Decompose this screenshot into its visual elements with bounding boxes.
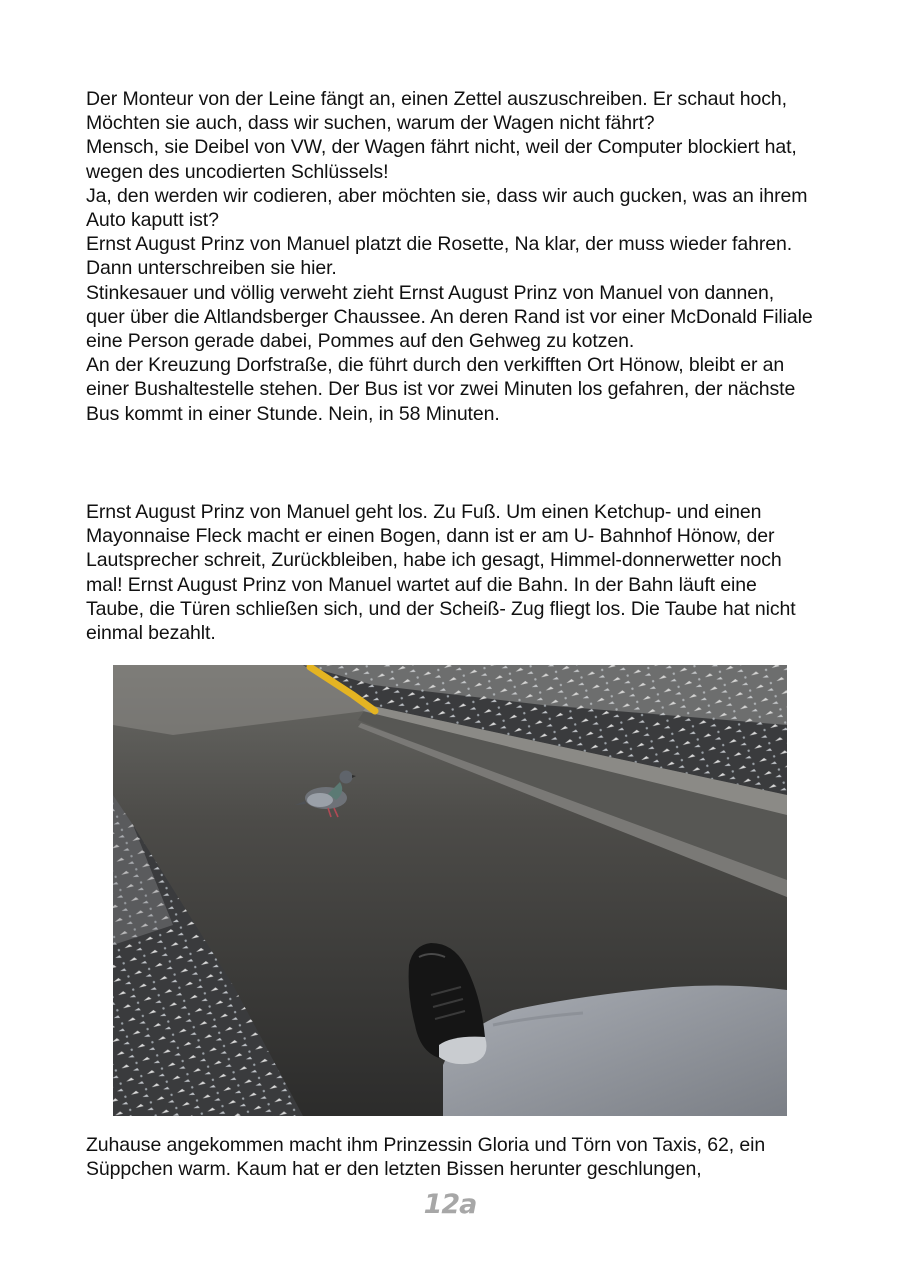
paragraph: Ernst August Prinz von Manuel platzt die Rosette, Na klar, der muss wieder fahren. xyxy=(86,233,793,256)
paragraph: Ja, den werden wir codieren, aber möchten sie, dass wir auch gucken, was an ihrem Auto kaputt ist? xyxy=(86,184,808,232)
paragraph: Mensch, sie Deibel von VW, der Wagen fährt nicht, weil der Computer blockiert hat, wegen des uncodierten Schlüssels! xyxy=(86,136,797,183)
photo-illustration xyxy=(113,665,787,1116)
paragraph: An der Kreuzung Dorfstraße, die führt durch den verkifften Ort Hönow, bleibt er an einer Bushaltestelle stehen. Der Bus ist vor zwei Minuten los gefahren, der nächste Bus kommt in einer Stunde. Nein, in 58 Minuten. xyxy=(86,354,796,425)
subway-pigeon-photo xyxy=(113,665,787,1116)
paragraph: Zuhause angekommen macht ihm Prinzessin Gloria und Törn von Taxis, 62, ein Süppchen warm. Kaum hat er den letzten Bissen herunter geschlungen, xyxy=(86,1134,766,1181)
paragraph: Stinkesauer und völlig verweht zieht Ernst August Prinz von Manuel von dannen, quer über die Altlandsberger Chaussee. An deren Rand ist vor einer McDonald Filiale eine Person gerade dabei, Pommes auf den Gehweg zu kotzen. xyxy=(86,281,813,353)
text-block-top xyxy=(86,87,816,426)
page-number: 12a xyxy=(423,1189,477,1220)
paragraph: Ernst August Prinz von Manuel geht los. Zu Fuß. Um einen Ketchup- und einen Mayonnaise Fleck macht er einen Bogen, dann ist er am U- Bahnhof Hönow, der Lautsprecher schreit, Zurückbleiben, habe ich gesagt, Himmel-donnerwetter noch mal! Ernst August Prinz von Manuel wartet auf die Bahn. In der Bahn läuft eine Taube, die Türen schließen sich, und der Scheiß- Zug fliegt los. Die Taube hat nicht einmal bezahlt. xyxy=(86,501,796,645)
paragraph: Der Monteur von der Leine fängt an, einen Zettel auszuschreiben. Er schaut hoch, Möchten sie auch, dass wir suchen, warum der Wagen nicht fährt? xyxy=(86,88,787,135)
text-block-middle xyxy=(86,500,816,645)
paragraph: Dann unterschreiben sie hier. xyxy=(86,257,337,280)
text-block-bottom xyxy=(86,1133,816,1181)
